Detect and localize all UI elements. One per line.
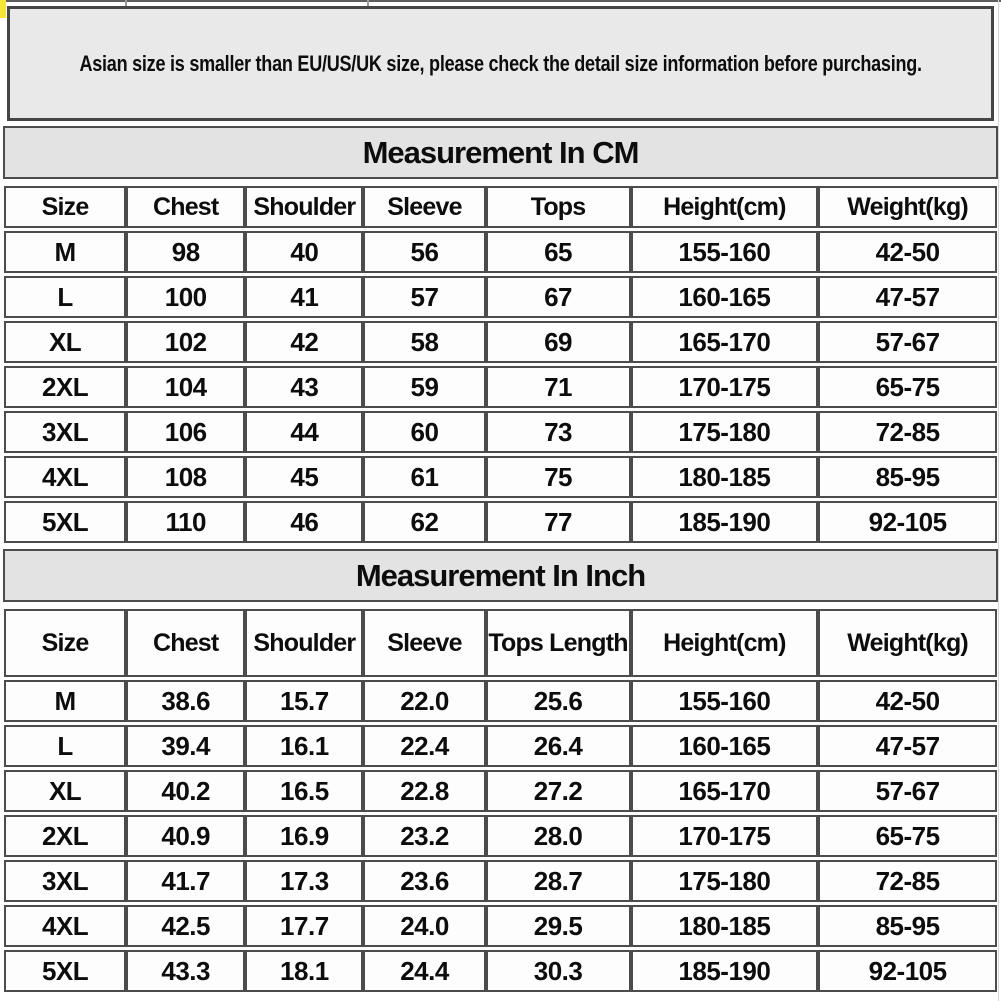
size-cell: 3XL (4, 411, 126, 453)
corner-yellow-artifact (0, 0, 6, 18)
value-cell: 43 (245, 366, 363, 408)
cm-table-body (4, 231, 997, 543)
header-cell-weight: Weight(kg) (818, 186, 997, 228)
header-cell-sleeve: Sleeve (363, 186, 485, 228)
table-row (4, 321, 997, 363)
table-row (4, 231, 997, 273)
value-cell: 57 (363, 276, 485, 318)
header-cell-size: Size (4, 186, 126, 228)
value-cell: 69 (486, 321, 631, 363)
value-cell: 27.2 (486, 770, 631, 812)
value-cell: 42-50 (818, 231, 997, 273)
value-cell: 40 (245, 231, 363, 273)
value-cell: 185-190 (631, 501, 819, 543)
size-cell: M (4, 680, 126, 722)
size-notice-text: Asian size is smaller than EU/US/UK size, please check the detail size information before purchasing. (79, 50, 922, 76)
inch-section-title-bar (3, 549, 998, 602)
table-row (4, 501, 997, 543)
value-cell: 17.7 (245, 905, 363, 947)
value-cell: 46 (245, 501, 363, 543)
value-cell: 17.3 (245, 860, 363, 902)
value-cell: 41.7 (126, 860, 245, 902)
value-cell: 65-75 (818, 366, 997, 408)
value-cell: 40.2 (126, 770, 245, 812)
header-cell-chest: Chest (126, 186, 245, 228)
table-row (4, 411, 997, 453)
value-cell: 61 (363, 456, 485, 498)
value-cell: 15.7 (245, 680, 363, 722)
inch-section-title: Measurement In Inch (355, 557, 646, 593)
table-row (4, 725, 997, 767)
value-cell: 106 (126, 411, 245, 453)
value-cell: 175-180 (631, 860, 819, 902)
value-cell: 43.3 (126, 950, 245, 992)
value-cell: 42.5 (126, 905, 245, 947)
value-cell: 180-185 (631, 456, 819, 498)
value-cell: 155-160 (631, 231, 819, 273)
value-cell: 67 (486, 276, 631, 318)
value-cell: 71 (486, 366, 631, 408)
value-cell: 72-85 (818, 411, 997, 453)
value-cell: 28.7 (486, 860, 631, 902)
value-cell: 24.4 (363, 950, 485, 992)
table-row (4, 276, 997, 318)
value-cell: 62 (363, 501, 485, 543)
value-cell: 100 (126, 276, 245, 318)
value-cell: 24.0 (363, 905, 485, 947)
header-cell-shoulder: Shoulder (245, 186, 363, 228)
value-cell: 39.4 (126, 725, 245, 767)
inch-table-body (4, 680, 997, 992)
value-cell: 73 (486, 411, 631, 453)
size-cell: L (4, 276, 126, 318)
header-cell-tops: Tops (486, 186, 631, 228)
value-cell: 47-57 (818, 276, 997, 318)
header-cell-shoulder: Shoulder (245, 609, 363, 677)
size-cell: 3XL (4, 860, 126, 902)
value-cell: 160-165 (631, 276, 819, 318)
table-row (4, 905, 997, 947)
size-cell: M (4, 231, 126, 273)
value-cell: 23.6 (363, 860, 485, 902)
header-cell-weight: Weight(kg) (818, 609, 997, 677)
header-cell-chest: Chest (126, 609, 245, 677)
value-cell: 165-170 (631, 770, 819, 812)
value-cell: 57-67 (818, 770, 997, 812)
table-row (4, 860, 997, 902)
value-cell: 85-95 (818, 456, 997, 498)
right-gridline (998, 0, 999, 1001)
value-cell: 170-175 (631, 815, 819, 857)
value-cell: 47-57 (818, 725, 997, 767)
value-cell: 98 (126, 231, 245, 273)
value-cell: 18.1 (245, 950, 363, 992)
size-cell: 2XL (4, 815, 126, 857)
value-cell: 77 (486, 501, 631, 543)
value-cell: 58 (363, 321, 485, 363)
table-row (4, 456, 997, 498)
cm-section-title-bar (3, 126, 998, 179)
size-cell: 2XL (4, 366, 126, 408)
header-cell-height: Height(cm) (631, 186, 819, 228)
value-cell: 16.5 (245, 770, 363, 812)
table-row (4, 815, 997, 857)
value-cell: 56 (363, 231, 485, 273)
value-cell: 185-190 (631, 950, 819, 992)
value-cell: 23.2 (363, 815, 485, 857)
value-cell: 28.0 (486, 815, 631, 857)
value-cell: 92-105 (818, 950, 997, 992)
table-header-row (4, 186, 997, 228)
value-cell: 110 (126, 501, 245, 543)
value-cell: 16.9 (245, 815, 363, 857)
value-cell: 16.1 (245, 725, 363, 767)
value-cell: 85-95 (818, 905, 997, 947)
value-cell: 108 (126, 456, 245, 498)
cm-table-header (4, 186, 997, 228)
value-cell: 42 (245, 321, 363, 363)
value-cell: 38.6 (126, 680, 245, 722)
value-cell: 75 (486, 456, 631, 498)
value-cell: 30.3 (486, 950, 631, 992)
table-header-row (4, 609, 997, 677)
header-cell-tops-length: Tops Length (486, 609, 631, 677)
value-cell: 65 (486, 231, 631, 273)
value-cell: 72-85 (818, 860, 997, 902)
value-cell: 60 (363, 411, 485, 453)
table-row (4, 770, 997, 812)
inch-measurement-table (4, 606, 997, 995)
value-cell: 92-105 (818, 501, 997, 543)
value-cell: 165-170 (631, 321, 819, 363)
header-cell-size: Size (4, 609, 126, 677)
inch-table-header (4, 609, 997, 677)
size-cell: 4XL (4, 456, 126, 498)
top-gridline (0, 0, 1001, 2)
value-cell: 170-175 (631, 366, 819, 408)
size-cell: 4XL (4, 905, 126, 947)
header-cell-sleeve: Sleeve (363, 609, 485, 677)
value-cell: 45 (245, 456, 363, 498)
value-cell: 155-160 (631, 680, 819, 722)
value-cell: 22.0 (363, 680, 485, 722)
value-cell: 104 (126, 366, 245, 408)
value-cell: 102 (126, 321, 245, 363)
value-cell: 40.9 (126, 815, 245, 857)
value-cell: 180-185 (631, 905, 819, 947)
value-cell: 65-75 (818, 815, 997, 857)
size-cell: XL (4, 321, 126, 363)
header-cell-height: Height(cm) (631, 609, 819, 677)
value-cell: 160-165 (631, 725, 819, 767)
value-cell: 175-180 (631, 411, 819, 453)
table-row (4, 366, 997, 408)
value-cell: 22.8 (363, 770, 485, 812)
table-row (4, 680, 997, 722)
value-cell: 59 (363, 366, 485, 408)
value-cell: 41 (245, 276, 363, 318)
value-cell: 26.4 (486, 725, 631, 767)
size-notice-banner (7, 6, 994, 121)
size-cell: 5XL (4, 501, 126, 543)
value-cell: 29.5 (486, 905, 631, 947)
size-cell: XL (4, 770, 126, 812)
value-cell: 57-67 (818, 321, 997, 363)
value-cell: 25.6 (486, 680, 631, 722)
value-cell: 22.4 (363, 725, 485, 767)
cm-section-title: Measurement In CM (362, 134, 639, 170)
size-cell: L (4, 725, 126, 767)
cm-measurement-table (4, 183, 997, 546)
size-cell: 5XL (4, 950, 126, 992)
value-cell: 44 (245, 411, 363, 453)
value-cell: 42-50 (818, 680, 997, 722)
table-row (4, 950, 997, 992)
